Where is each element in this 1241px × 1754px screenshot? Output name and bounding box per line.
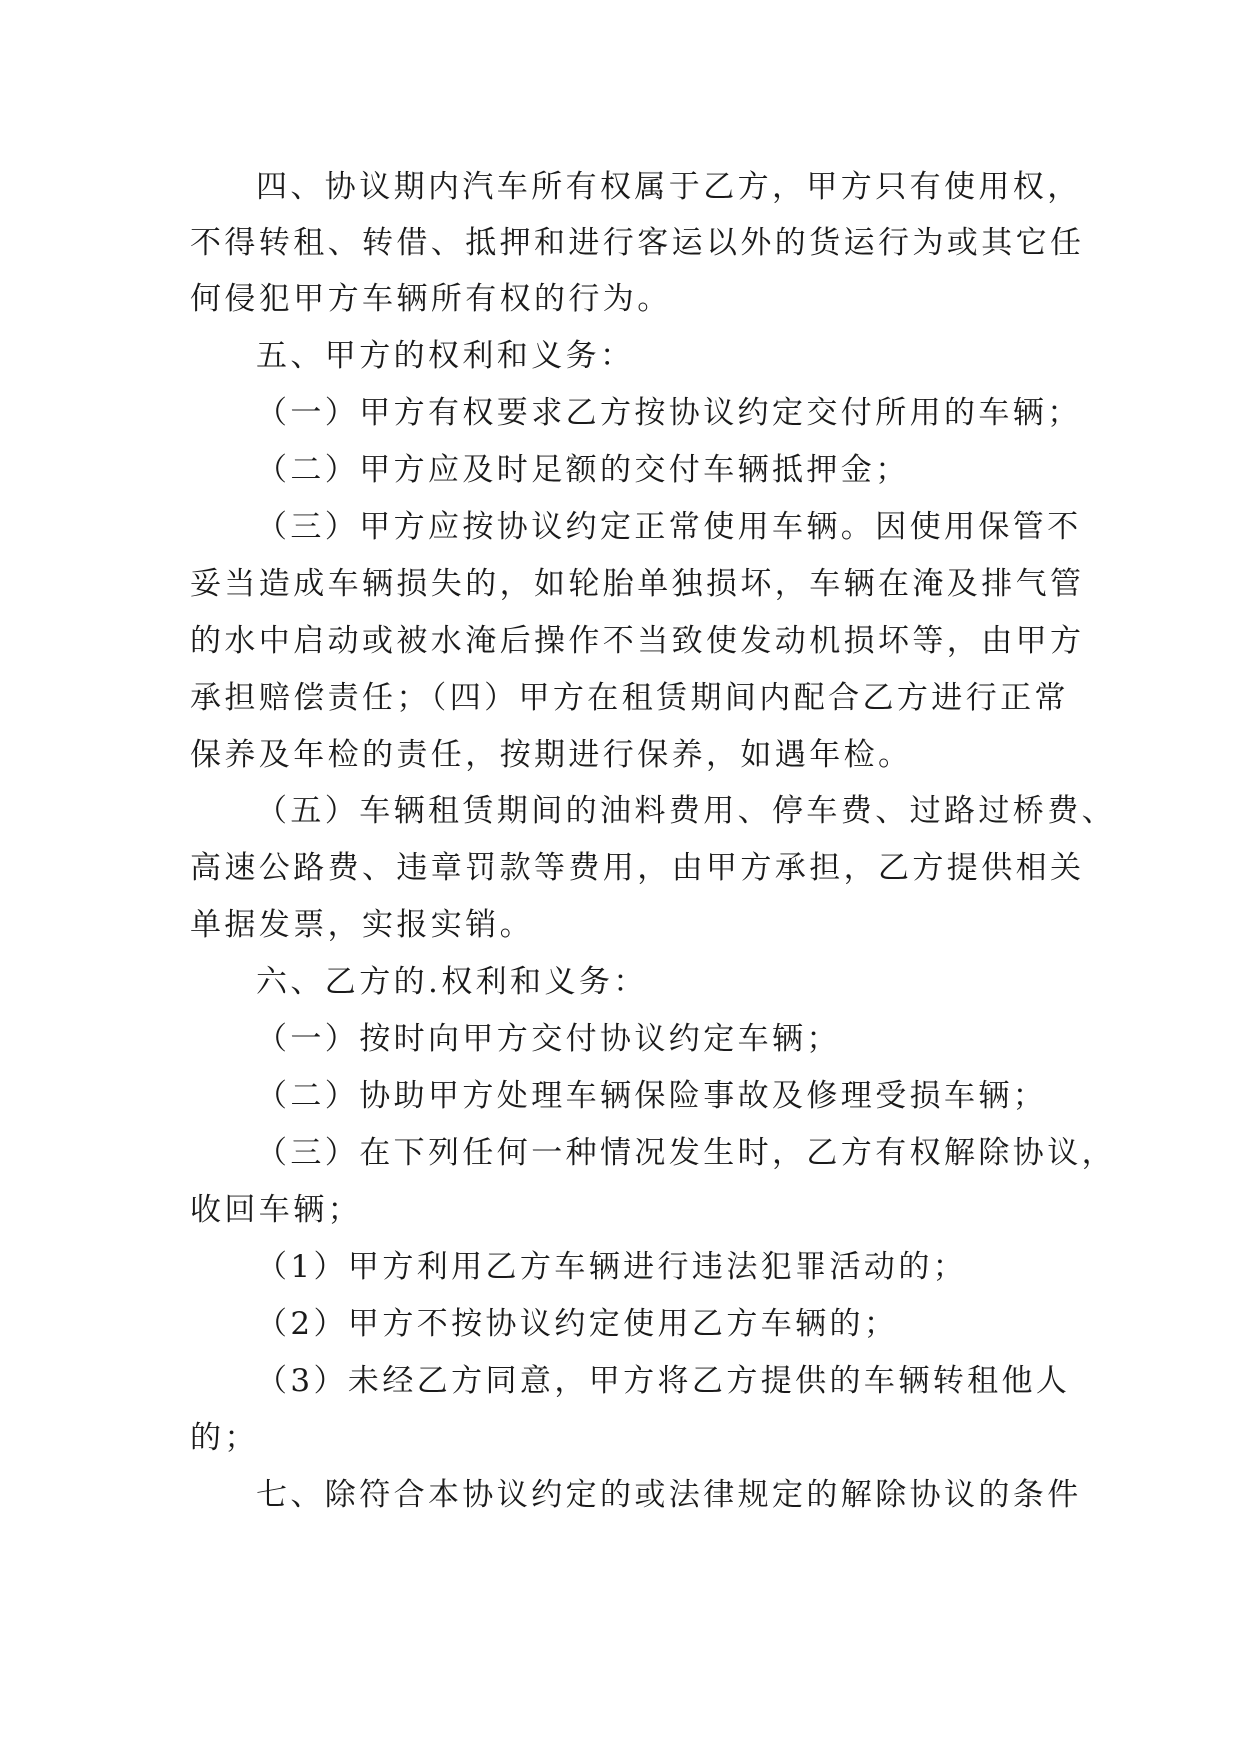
- section-5-item-5-line-2: 高速公路费、违章罚款等费用，由甲方承担，乙方提供相关: [190, 850, 1085, 886]
- section-5-item-5-line-3: 单据发票，实报实销。: [190, 907, 534, 943]
- section-5-item-3-line-2: 妥当造成车辆损失的，如轮胎单独损坏，车辆在淹及排气管: [190, 566, 1085, 602]
- section-5-item-1: （一）甲方有权要求乙方按协议约定交付所用的车辆；: [256, 395, 1082, 431]
- section-6-item-2: （二）协助甲方处理车辆保险事故及修理受损车辆；: [256, 1078, 1048, 1114]
- section-7-line-1: 七、除符合本协议约定的或法律规定的解除协议的条件: [256, 1477, 1082, 1513]
- section-6-heading: 六、乙方的.权利和义务：: [256, 964, 648, 1000]
- section-6-subitem-3-line-1: （3）未经乙方同意，甲方将乙方提供的车辆转租他人: [256, 1363, 1071, 1399]
- section-5-item-2: （二）甲方应及时足额的交付车辆抵押金；: [256, 452, 910, 488]
- section-5-item-3-line-3: 的水中启动或被水淹后操作不当致使发动机损坏等，由甲方: [190, 623, 1085, 659]
- paragraph-4-line-3: 何侵犯甲方车辆所有权的行为。: [190, 281, 672, 317]
- section-5-item-3-line-4: 承担赔偿责任；（四）甲方在租赁期间内配合乙方进行正常: [190, 680, 1069, 716]
- paragraph-4-line-2: 不得转租、转借、抵押和进行客运以外的货运行为或其它任: [190, 225, 1085, 261]
- section-5-item-3-line-1: （三）甲方应按协议约定正常使用车辆。因使用保管不: [256, 509, 1082, 545]
- section-5-item-4-line-2: 保养及年检的责任，按期进行保养，如遇年检。: [190, 737, 913, 773]
- section-5-item-5-line-1: （五）车辆租赁期间的油料费用、停车费、过路过桥费、: [256, 793, 1116, 829]
- section-6-item-3-line-1: （三）在下列任何一种情况发生时，乙方有权解除协议，: [256, 1135, 1116, 1171]
- section-6-item-3-line-2: 收回车辆；: [190, 1192, 362, 1228]
- section-6-subitem-3-line-2: 的；: [190, 1420, 259, 1456]
- paragraph-4-line-1: 四、协议期内汽车所有权属于乙方，甲方只有使用权，: [256, 169, 1082, 205]
- section-6-item-1: （一）按时向甲方交付协议约定车辆；: [256, 1021, 841, 1057]
- section-6-subitem-1: （1）甲方利用乙方车辆进行违法犯罪活动的；: [256, 1249, 968, 1285]
- section-5-heading: 五、甲方的权利和义务：: [256, 338, 635, 374]
- section-6-subitem-2: （2）甲方不按协议约定使用乙方车辆的；: [256, 1306, 899, 1342]
